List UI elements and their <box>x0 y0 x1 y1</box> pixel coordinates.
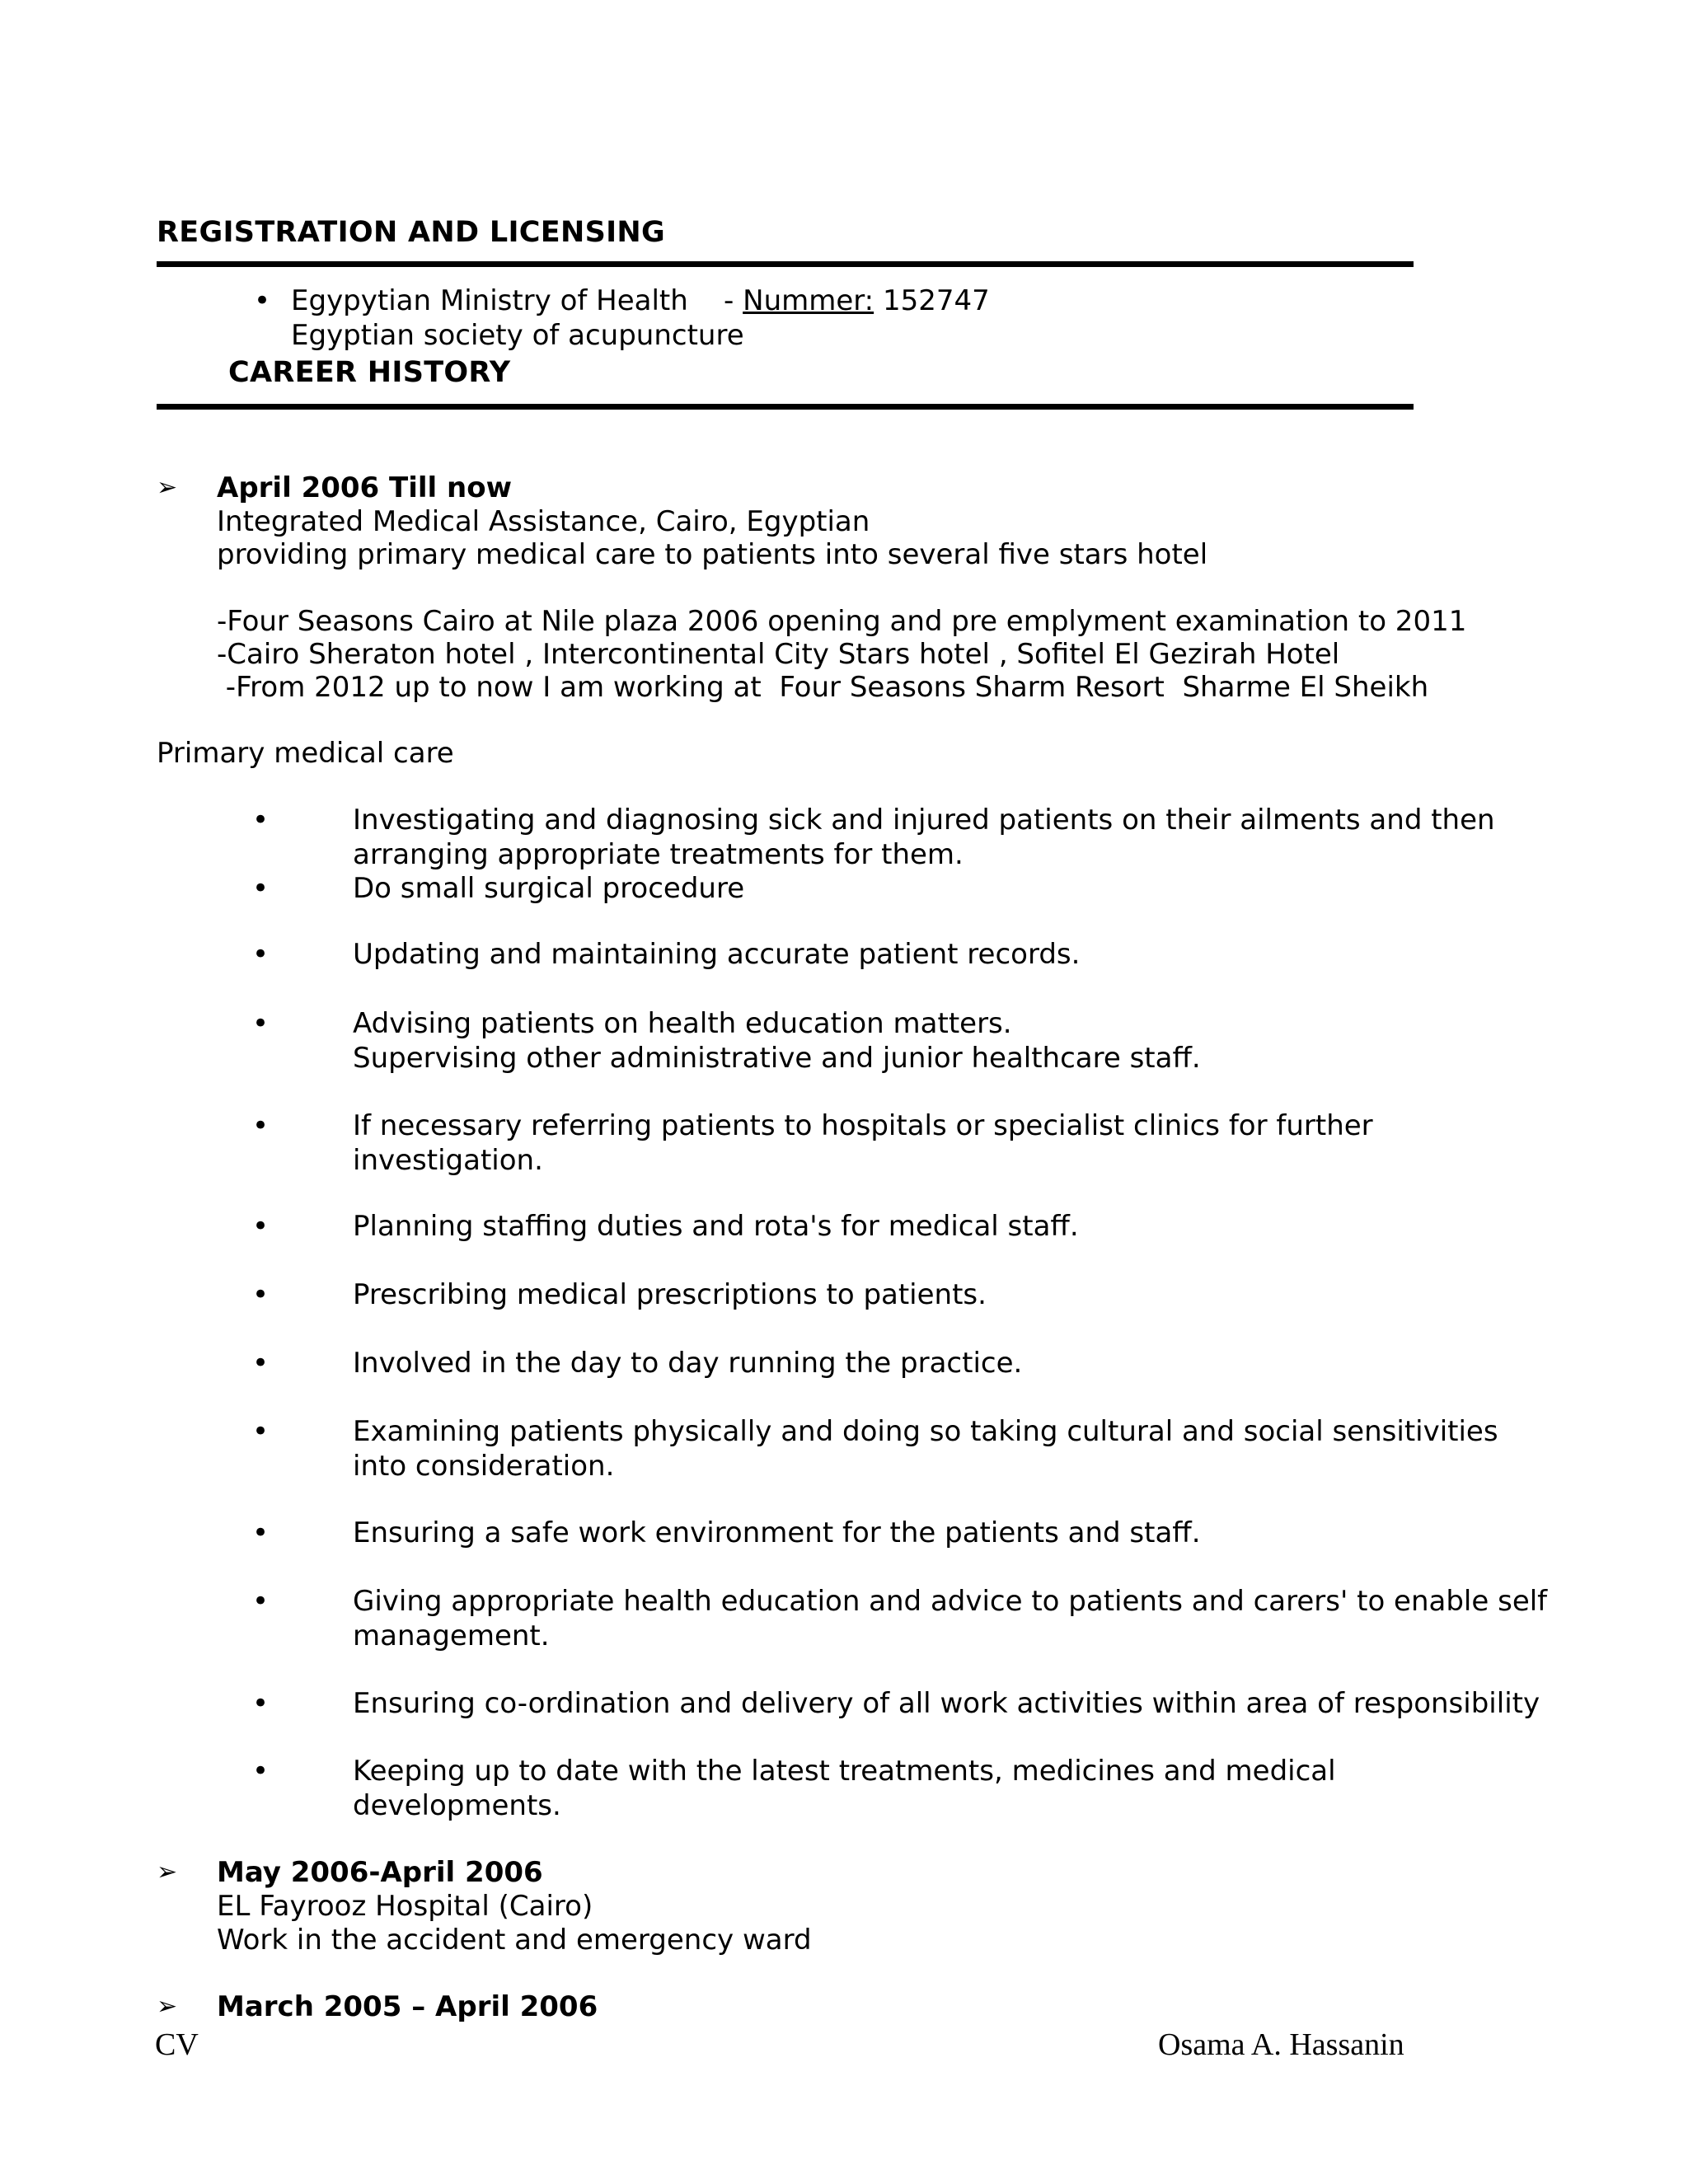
duty-text: Keeping up to date with the latest treatments, medicines and medical <box>353 1755 1336 1788</box>
duty-text: Investigating and diagnosing sick and injured patients on their ailments and then <box>353 804 1495 837</box>
section-rule <box>157 261 1414 267</box>
job-period: May 2006-April 2006 <box>217 1856 543 1889</box>
bullet: • <box>252 1585 270 1618</box>
duty-text: Do small surgical procedure <box>353 872 745 905</box>
duty-text: developments. <box>353 1789 561 1822</box>
duty-text: Examining patients physically and doing so taking cultural and social sensitivities <box>353 1415 1498 1448</box>
section-rule <box>157 404 1414 410</box>
duty-text: If necessary referring patients to hospitals or specialist clinics for further <box>353 1109 1373 1142</box>
duty-text: Prescribing medical prescriptions to patients. <box>353 1278 987 1311</box>
job-employer: EL Fayrooz Hospital (Cairo) <box>217 1890 593 1923</box>
dash: - <box>724 284 734 317</box>
bullet: • <box>254 284 271 317</box>
registration-line <box>291 284 990 318</box>
career-heading: CAREER HISTORY <box>228 356 511 389</box>
bullet: • <box>252 1278 270 1311</box>
bullet: • <box>252 938 270 971</box>
duty-text: into consideration. <box>353 1450 615 1483</box>
arrow-bullet-icon: ➢ <box>157 473 178 502</box>
footer-left: CV <box>155 2027 199 2062</box>
duty-text: Ensuring co-ordination and delivery of all work activities within area of responsibility <box>353 1687 1540 1720</box>
duty-text: Involved in the day to day running the practice. <box>353 1347 1023 1380</box>
bullet: • <box>252 1109 270 1142</box>
bullet: • <box>252 1516 270 1549</box>
job-location: -Four Seasons Cairo at Nile plaza 2006 opening and pre emplyment examination to 2011 <box>217 605 1467 638</box>
society-text: Egyptian society of acupuncture <box>291 319 744 352</box>
bullet: • <box>252 1007 270 1040</box>
duty-text: Giving appropriate health education and advice to patients and carers' to enable self <box>353 1585 1548 1618</box>
section-label: Primary medical care <box>157 737 454 770</box>
footer-author: Osama A. Hassanin <box>1158 2027 1404 2062</box>
nummer-value: 152747 <box>882 284 990 317</box>
bullet: • <box>252 1687 270 1720</box>
job-period: March 2005 – April 2006 <box>217 1990 598 2023</box>
arrow-bullet-icon: ➢ <box>157 1858 178 1886</box>
duty-text: Supervising other administrative and junior healthcare staff. <box>353 1042 1201 1075</box>
bullet: • <box>252 1415 270 1448</box>
duty-text: Ensuring a safe work environment for the patients and staff. <box>353 1516 1201 1549</box>
duty-text: Planning staffing duties and rota's for medical staff. <box>353 1210 1079 1243</box>
duty-text: investigation. <box>353 1144 543 1177</box>
bullet: • <box>252 804 270 837</box>
registration-heading: REGISTRATION AND LICENSING <box>157 216 666 249</box>
nummer-label: Nummer: <box>743 284 874 317</box>
ministry-text: Egypytian Ministry of Health <box>291 284 688 317</box>
job-description: Work in the accident and emergency ward <box>217 1924 812 1957</box>
arrow-bullet-icon: ➢ <box>157 1992 178 2021</box>
bullet: • <box>252 1347 270 1380</box>
job-location: -Cairo Sheraton hotel , Intercontinental City Stars hotel , Sofitel El Gezirah Hotel <box>217 638 1340 671</box>
bullet: • <box>252 1755 270 1788</box>
job-period: April 2006 Till now <box>217 471 512 504</box>
duty-text: Advising patients on health education matters. <box>353 1007 1012 1040</box>
bullet: • <box>252 872 270 905</box>
job-location: -From 2012 up to now I am working at Four Seasons Sharm Resort Sharme El Sheikh <box>217 671 1429 704</box>
duty-text: management. <box>353 1619 550 1652</box>
duty-text: Updating and maintaining accurate patient records. <box>353 938 1081 971</box>
bullet: • <box>252 1210 270 1243</box>
duty-text: arranging appropriate treatments for them. <box>353 838 964 871</box>
job-employer: Integrated Medical Assistance, Cairo, Egyptian <box>217 505 870 538</box>
job-description: providing primary medical care to patients into several five stars hotel <box>217 538 1208 571</box>
